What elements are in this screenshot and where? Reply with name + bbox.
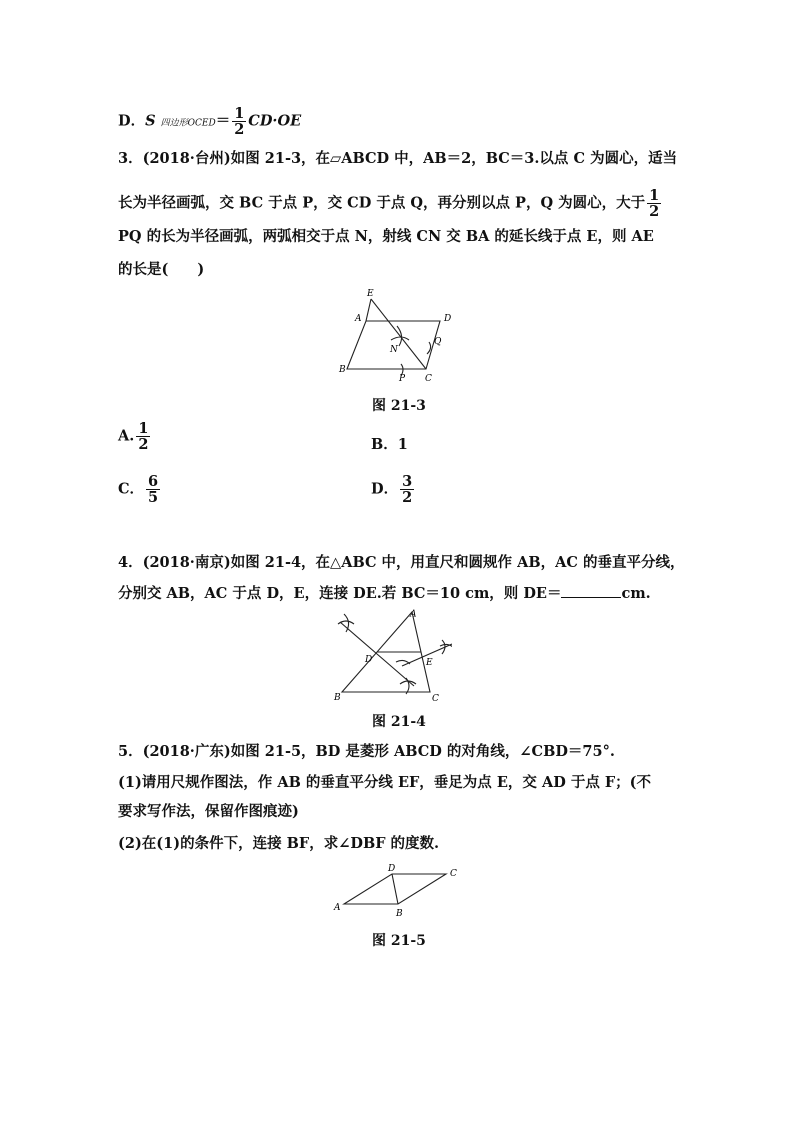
fraction <box>136 421 150 452</box>
label-n: N <box>390 345 398 355</box>
label-e: E <box>367 289 374 299</box>
answer-blank[interactable] <box>561 583 621 598</box>
option-prefix: D． <box>118 112 146 130</box>
label-c: C <box>450 869 457 879</box>
caption-21-5: 图 21-5 <box>372 933 426 949</box>
q5-line-2: (1)请用尺规作图法，作 AB 的垂直平分线 EF，垂足为点 E，交 AD 于点 F；(不 <box>118 774 652 791</box>
subscript-text: 四边形 <box>160 118 188 129</box>
q3-line-3: PQ 的长为半径画弧，两弧相交于点 N，射线 CN 交 BA 的延长线于点 E，则 AE <box>118 228 654 245</box>
arc-ab-2 <box>338 621 354 624</box>
figure-21-5 <box>330 862 465 918</box>
arc-ac-1 <box>442 640 445 654</box>
q3-line-4: 的长是( ) <box>118 261 205 278</box>
diagonal-bd <box>392 874 398 904</box>
label-b: B <box>396 909 403 918</box>
arc-q <box>427 342 431 354</box>
unit-text: cm. <box>621 585 651 602</box>
choice-prefix: C． <box>118 480 145 498</box>
choice-a[interactable] <box>118 421 152 452</box>
extension-ba <box>366 299 371 321</box>
q4-line-2-text: 分别交 AB，AC 于点 D，E，连接 DE.若 BC＝10 cm，则 DE＝ <box>118 585 562 602</box>
label-e: E <box>426 658 433 668</box>
denominator: 2 <box>138 436 149 453</box>
arc-n-1 <box>397 326 402 346</box>
label-q: Q <box>434 337 442 347</box>
ray-cn <box>371 299 426 369</box>
numerator: 1 <box>138 420 149 437</box>
arc-ab-1 <box>344 614 349 632</box>
label-c: C <box>425 374 432 384</box>
numerator: 1 <box>649 187 660 204</box>
q3-line-2 <box>118 188 663 219</box>
choice-b[interactable]: B．1 <box>371 436 408 453</box>
q3-line-1: 3．(2018·台州)如图 21-3，在▱ABCD 中，AB＝2，BC＝3.以点 C 为圆心，适当 <box>118 150 678 167</box>
label-d: D <box>365 655 373 665</box>
figure-21-3 <box>335 284 455 384</box>
subscript-letters: OCED <box>187 118 216 129</box>
figure-21-4 <box>332 608 452 704</box>
label-a: A <box>334 903 341 913</box>
expression: CD·OE <box>248 112 302 130</box>
label-c: C <box>432 694 439 704</box>
choice-c[interactable] <box>118 474 162 505</box>
label-p: P <box>399 374 406 384</box>
perpendicular-bisector-ab <box>340 622 414 686</box>
fraction <box>146 474 160 505</box>
label-a: A <box>410 609 417 620</box>
fraction <box>647 188 661 219</box>
q4-line-1: 4．(2018·南京)如图 21-4，在△ABC 中，用直尺和圆规作 AB，AC 的垂直平分线， <box>118 554 685 571</box>
equals-sign: ＝ <box>215 112 231 130</box>
choice-prefix: A. <box>118 427 135 445</box>
numerator: 1 <box>234 105 245 122</box>
q4-line-2 <box>118 583 651 604</box>
denominator: 2 <box>234 121 245 138</box>
choice-d[interactable] <box>371 474 416 505</box>
area-symbol: S <box>145 112 156 130</box>
denominator: 2 <box>649 203 660 220</box>
fraction <box>400 474 414 505</box>
label-d: D <box>388 864 396 874</box>
label-b: B <box>339 365 346 375</box>
denominator: 2 <box>402 489 413 506</box>
choice-prefix: D． <box>371 480 399 498</box>
fraction <box>232 106 246 137</box>
denominator: 5 <box>148 489 159 506</box>
label-b: B <box>334 693 341 703</box>
numerator: 6 <box>148 473 159 490</box>
prev-option-d <box>118 106 301 137</box>
arc-n-2 <box>391 337 409 340</box>
label-d: D <box>444 314 452 324</box>
q3-line-2-text: 长为半径画弧，交 BC 于点 P，交 CD 于点 Q，再分别以点 P，Q 为圆心，大于 <box>118 194 646 212</box>
q5-line-4: (2)在(1)的条件下，连接 BF，求∠DBF 的度数. <box>118 835 440 852</box>
caption-21-4: 图 21-4 <box>372 714 426 730</box>
q5-line-1: 5．(2018·广东)如图 21-5，BD 是菱形 ABCD 的对角线，∠CBD＝75°. <box>118 743 615 760</box>
numerator: 3 <box>402 473 413 490</box>
q5-line-3: 要求写作法，保留作图痕迹) <box>118 803 299 820</box>
label-a: A <box>355 314 362 324</box>
caption-21-3: 图 21-3 <box>372 398 426 414</box>
